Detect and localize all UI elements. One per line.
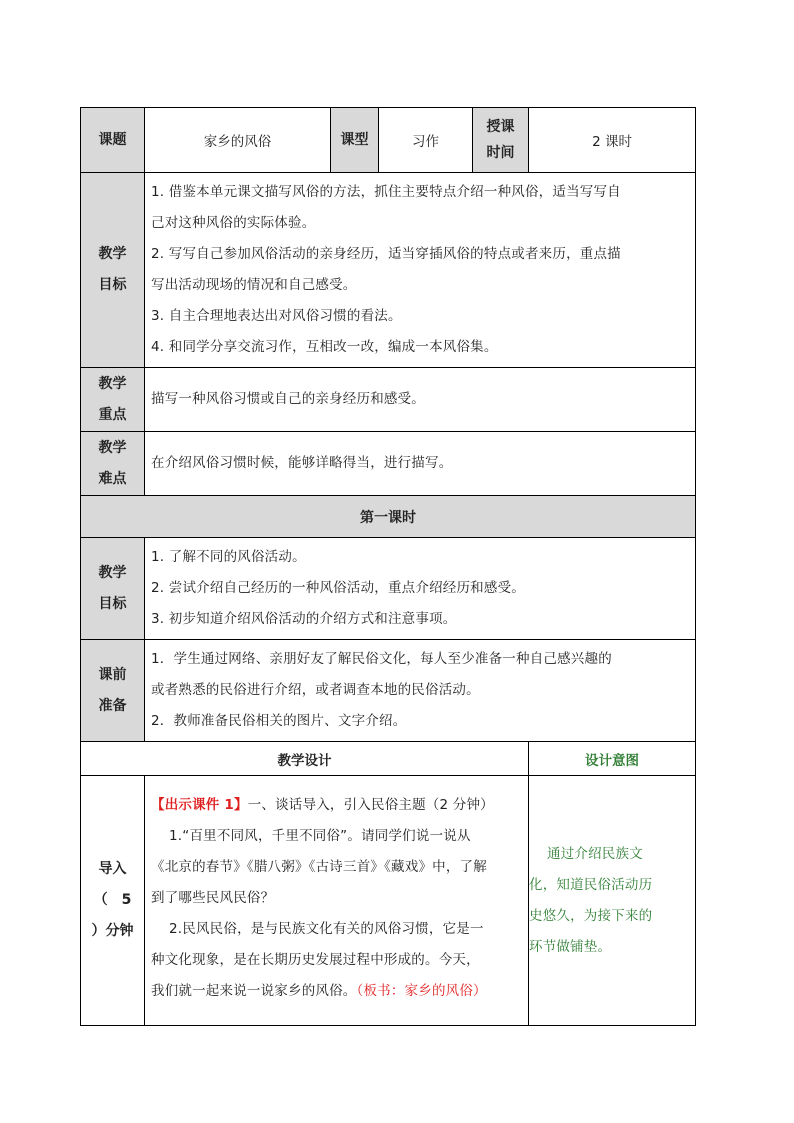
hours-value: 2 课时: [529, 108, 696, 173]
difficulty-row: [81, 432, 696, 496]
goals-label-line-1: 教学: [98, 246, 127, 262]
intent-line: 环节做铺垫。: [529, 938, 612, 955]
lesson-1-prep-label-line-1: 课前: [98, 666, 127, 683]
prep-line: 2．教师准备民俗相关的图片、文字介绍。: [151, 713, 407, 729]
lesson-1-goal: 1. 了解不同的风俗活动。: [151, 549, 306, 565]
difficulty-label: [81, 432, 145, 496]
focus-label-line-2: 重点: [98, 406, 127, 423]
prep-line: 或者熟悉的民俗进行介绍，或者调查本地的民俗活动。: [151, 682, 480, 698]
goals-line: 4. 和同学分享交流习作，互相改一改，编成一本风俗集。: [151, 339, 498, 355]
lesson-1-goals-label-line-1: 教学: [98, 564, 127, 581]
goals-line: 写出活动现场的情况和自己感受。: [151, 277, 357, 293]
type-label: 课型: [331, 108, 379, 173]
goals-line: 2. 写写自己参加风俗活动的亲身经历，适当穿插风俗的特点或者来历，重点描: [151, 246, 621, 262]
design-para-1-line: 《北京的春节》《腊八粥》《古诗三首》《藏戏》中，了解: [151, 859, 487, 875]
lesson-1-prep-label-line-2: 准备: [98, 697, 127, 714]
lesson-1-goals-row: [81, 538, 696, 640]
focus-text: 描写一种风俗习惯或自己的亲身经历和感受。: [151, 391, 425, 407]
lesson-1-goals-label-line-2: 目标: [98, 595, 127, 612]
design-para-2-line: 种文化现象，是在长期历史发展过程中形成的。今天，: [151, 952, 480, 968]
lesson-plan-table: [80, 107, 696, 1026]
hours-label: [473, 108, 529, 173]
intent-line: 史悠久，为接下来的: [529, 907, 653, 924]
design-head: 教学设计: [81, 742, 529, 776]
topic-label: 课题: [81, 108, 145, 173]
design-para-2-line: 2.民风民俗，是与民族文化有关的风俗习惯，它是一: [169, 921, 484, 937]
design-para-2-last-line: [151, 976, 524, 1007]
lesson-1-goals-content: [145, 538, 696, 640]
design-content: [145, 776, 529, 1026]
design-row: [81, 776, 696, 1026]
stage-label-line-3: ）分钟: [91, 923, 134, 939]
goals-line: 1. 借鉴本单元课文描写风俗的方法，抓住主要特点介绍一种风俗，适当写写自: [151, 184, 621, 200]
goals-row: [81, 173, 696, 368]
design-header-row: [81, 742, 696, 776]
lesson-1-prep-label: [81, 640, 145, 742]
goals-line: 己对这种风俗的实际体验。: [151, 215, 316, 231]
difficulty-label-line-2: 难点: [98, 470, 127, 487]
intent-line: 通过介绍民族文: [547, 845, 643, 862]
intent-line: 化，知道民俗活动历: [529, 876, 653, 893]
focus-row: [81, 368, 696, 432]
step-title-line: [151, 790, 524, 821]
focus-label: [81, 368, 145, 432]
lesson-1-prep-content: [145, 640, 696, 742]
design-para-2-last: 我们就一起来说一说家乡的风俗。: [151, 983, 357, 999]
stage-label-line-1: 导入: [98, 861, 127, 877]
difficulty-content: [145, 432, 696, 496]
focus-content: [145, 368, 696, 432]
lesson-1-prep-row: [81, 640, 696, 742]
prep-line: 1．学生通过网络、亲朋好友了解民俗文化，每人至少准备一种自己感兴趣的: [151, 651, 612, 667]
goals-content: [145, 173, 696, 368]
lesson-1-goal: 3. 初步知道介绍风俗活动的介绍方式和注意事项。: [151, 611, 457, 627]
goals-line: 3. 自主合理地表达出对风俗习惯的看法。: [151, 308, 402, 324]
header-row: [81, 108, 696, 173]
hours-label-line-2: 时间: [486, 145, 515, 161]
step-title: 一、谈话导入，引入民俗主题（2 分钟）: [247, 797, 494, 813]
design-para-1-line: 到了哪些民风民俗？: [151, 890, 275, 906]
design-para-1-line: 1.“百里不同风，千里不同俗”。请同学们说一说从: [169, 828, 471, 844]
intent-content: [529, 776, 696, 1026]
goals-label-line-2: 目标: [98, 277, 127, 293]
stage-label: [81, 776, 145, 1026]
lesson-1-title: 第一课时: [81, 496, 696, 538]
difficulty-text: 在介绍风俗习惯时候，能够详略得当，进行描写。: [151, 455, 453, 471]
type-value: 习作: [379, 108, 473, 173]
difficulty-label-line-1: 教学: [98, 439, 127, 456]
lesson-1-goals-label: [81, 538, 145, 640]
board-note: （板书：家乡的风俗）: [356, 983, 487, 999]
lesson-1-goal: 2. 尝试介绍自己经历的一种风俗活动，重点介绍经历和感受。: [151, 580, 525, 596]
courseware-tag: 【出示课件 1】: [151, 797, 248, 813]
focus-label-line-1: 教学: [98, 375, 127, 392]
lesson-1-header-row: [81, 496, 696, 538]
hours-label-line-1: 授课: [486, 119, 515, 135]
intent-head: 设计意图: [529, 742, 696, 776]
goals-label: [81, 173, 145, 368]
stage-label-line-2: （ 5: [93, 892, 132, 908]
topic-value: 家乡的风俗: [145, 108, 331, 173]
